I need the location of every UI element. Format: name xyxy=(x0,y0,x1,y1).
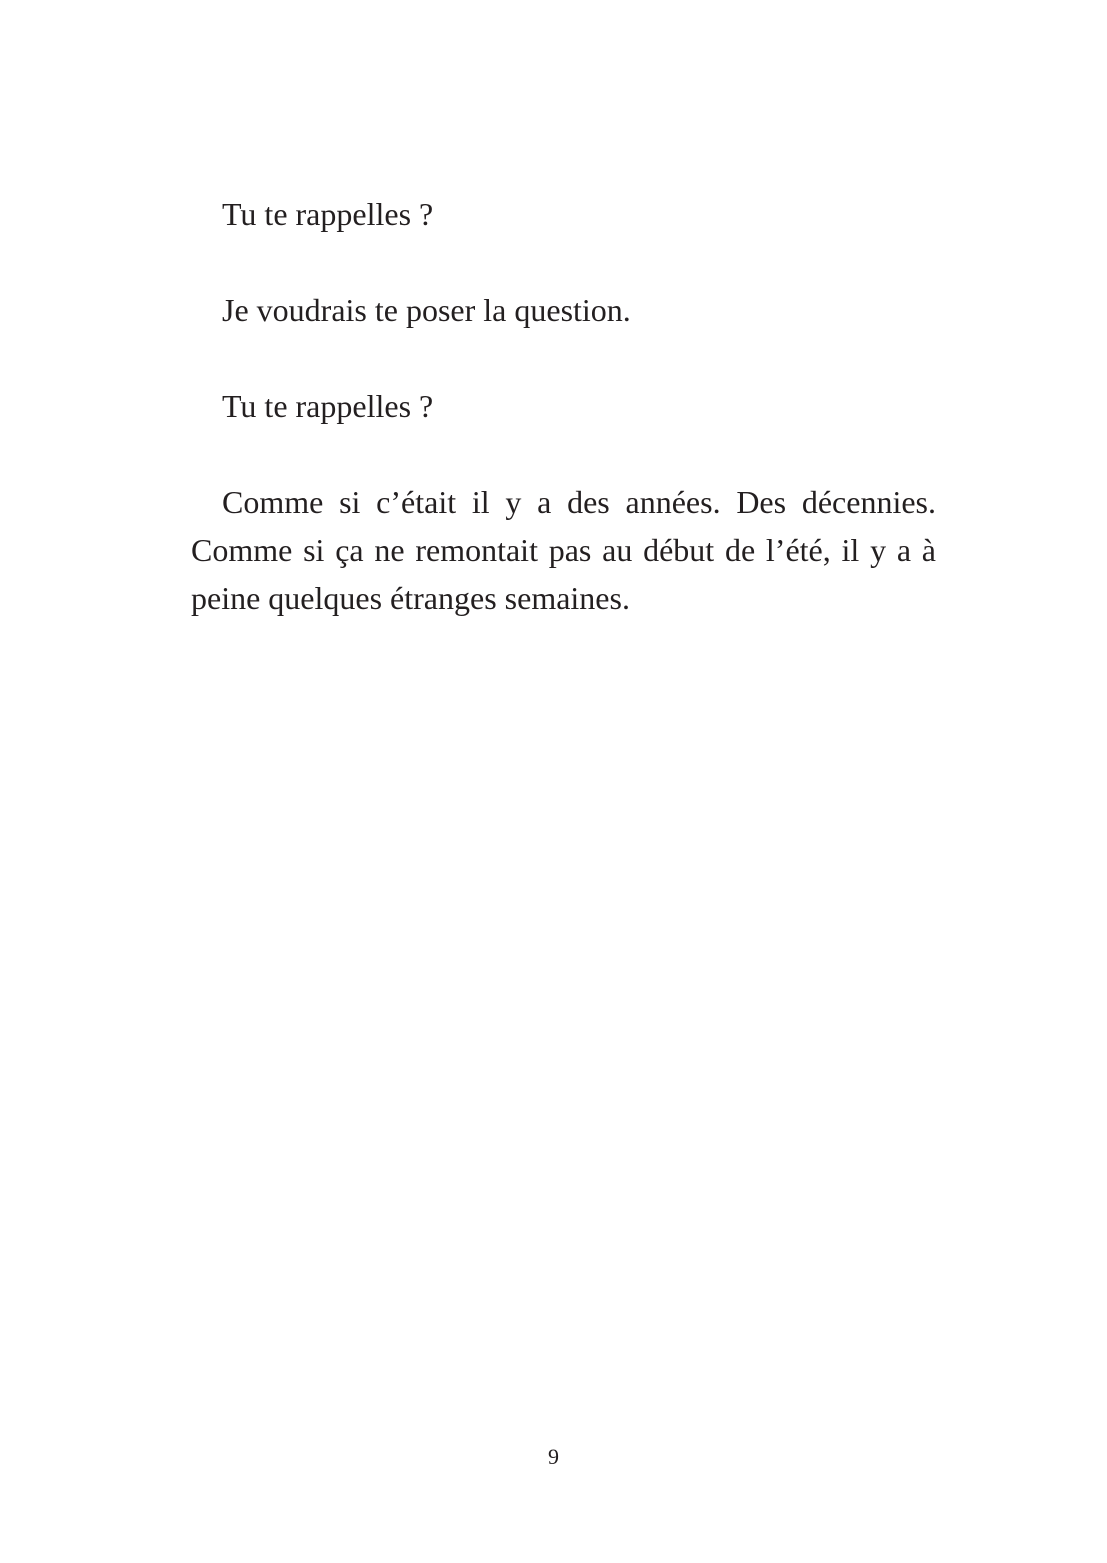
paragraph-2: Je voudrais te poser la question. xyxy=(222,292,631,328)
paragraph-3: Tu te rappelles ? xyxy=(222,388,434,424)
page-number: 9 xyxy=(548,1444,559,1469)
body-text xyxy=(191,190,936,622)
paragraph-4: Comme si c’était il y a des années. Des décennies. Comme si ça ne remontait pas au début de l’été, il y a à peine quelques étranges semaines. xyxy=(191,484,936,616)
paragraph-1: Tu te rappelles ? xyxy=(222,196,434,232)
